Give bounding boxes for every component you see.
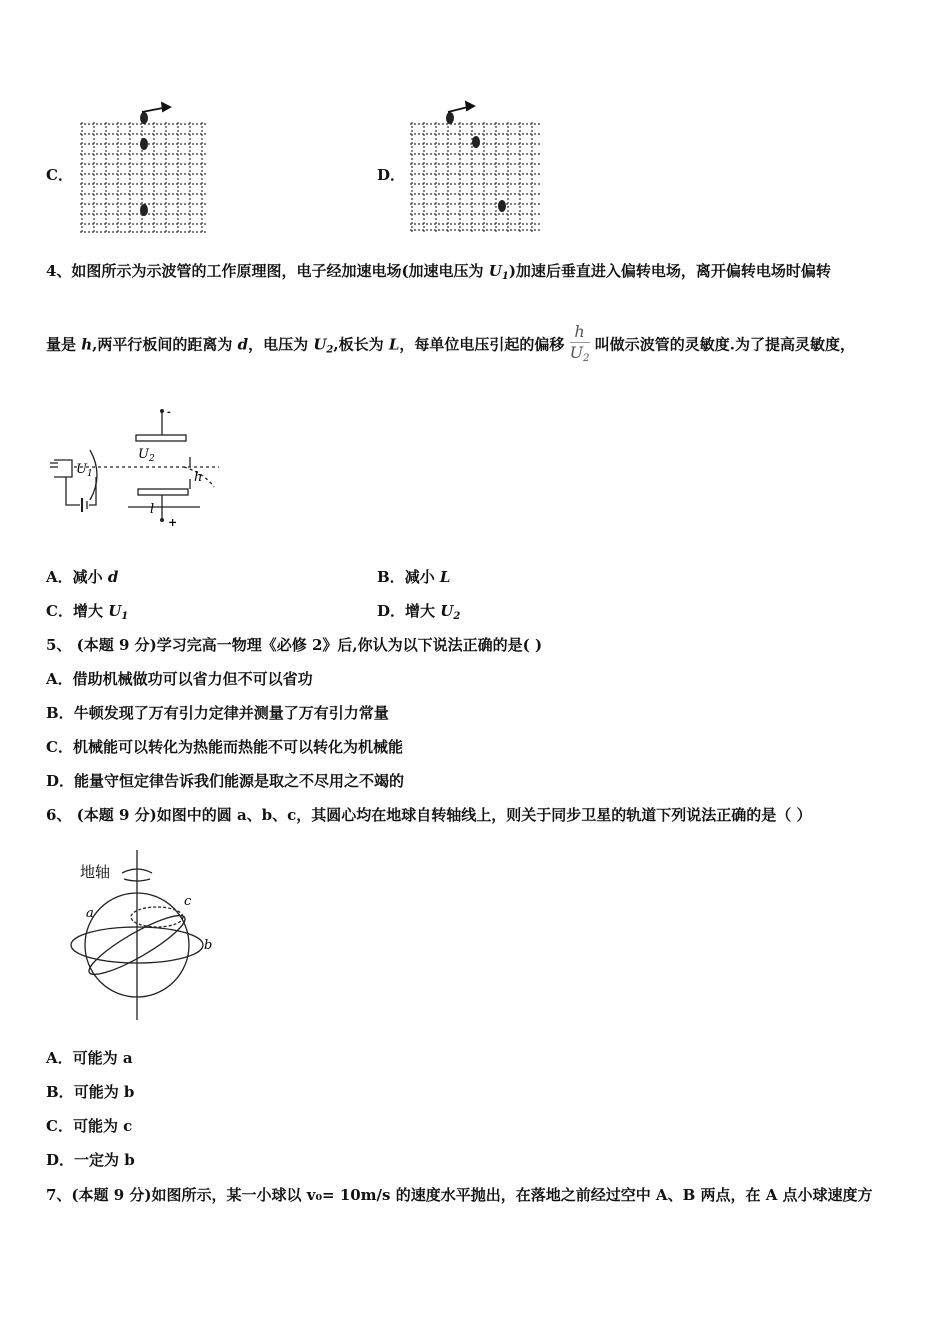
- q5-option-b[interactable]: B．牛顿发现了万有引力定律并测量了万有引力常量: [46, 704, 389, 722]
- q6-stem: 6、 (本题 9 分)如图中的圆 a、b、c，其圆心均在地球自转轴线上，则关于同步卫星的轨道下列说法正确的是（ ）: [46, 806, 812, 824]
- q3-option-c-figure: [78, 100, 213, 240]
- q5-option-a[interactable]: A．借助机械做功可以省力但不可以省功: [46, 670, 313, 688]
- circle-a-label: a: [86, 906, 94, 921]
- q4-stem-line2: 量是 h,两平行板间的距离为 d，电压为 $U_2$,板长为 L，每单位电压引起的偏移 $\frac{h}{U_2}$ 叫做示波管的灵敏度.为了提高灵敏度，: [46, 322, 855, 369]
- u1-label: $U_1$: [76, 462, 93, 479]
- minus-terminal: -: [167, 408, 171, 418]
- q7-stem: 7、(本题 9 分)如图所示，某一小球以 v₀= 10m/s 的速度水平抛出，在落地之前经过空中 A、B 两点，在 A 点小球速度方: [46, 1186, 873, 1204]
- q4-option-d[interactable]: D．增大 $U_2$: [377, 602, 461, 622]
- drop-marks: [446, 112, 506, 212]
- plus-terminal: +: [168, 516, 178, 529]
- velocity-arrow-icon: [448, 102, 474, 112]
- velocity-arrow-icon: [142, 103, 170, 112]
- q5-stem: 5、 (本题 9 分)学习完高一物理《必修 2》后,你认为以下说法正确的是( ): [46, 636, 543, 654]
- q3-option-d-figure: [408, 100, 543, 240]
- q5-option-c[interactable]: C．机械能可以转化为热能而热能不可以转化为机械能: [46, 738, 403, 756]
- q4-option-c[interactable]: C．增大 $U_1$: [46, 602, 129, 622]
- l-label: l: [150, 502, 155, 517]
- earth-orbits-diagram: [62, 845, 232, 1025]
- q3-option-c-label[interactable]: C．: [46, 166, 73, 184]
- q3-option-d-label[interactable]: D．: [377, 166, 406, 184]
- q6-option-a[interactable]: A．可能为 a: [46, 1049, 133, 1067]
- q6-option-d[interactable]: D．一定为 b: [46, 1151, 135, 1169]
- q4-option-b[interactable]: B．减小 L: [377, 568, 451, 586]
- sensitivity-fraction: $\frac{h}{U_2}$: [569, 322, 590, 364]
- q6-option-b[interactable]: B．可能为 b: [46, 1083, 135, 1101]
- q4-option-a[interactable]: A．减小 d: [46, 568, 119, 586]
- circle-c-label: c: [184, 894, 192, 909]
- q4-stem-line1: 4、如图所示为示波管的工作原理图，电子经加速电场(加速电压为 $U_1$)加速后垂直进入偏转电场，离开偏转电场时偏转: [46, 262, 831, 282]
- u2-label: $U_2$: [138, 447, 155, 464]
- q5-option-d[interactable]: D．能量守恒定律告诉我们能源是取之不尽用之不竭的: [46, 772, 405, 790]
- q6-option-c[interactable]: C．可能为 c: [46, 1117, 133, 1135]
- circle-b-label: b: [204, 938, 213, 953]
- axis-label: 地轴: [80, 863, 111, 881]
- h-label: h: [194, 470, 203, 485]
- oscilloscope-diagram: [44, 405, 224, 530]
